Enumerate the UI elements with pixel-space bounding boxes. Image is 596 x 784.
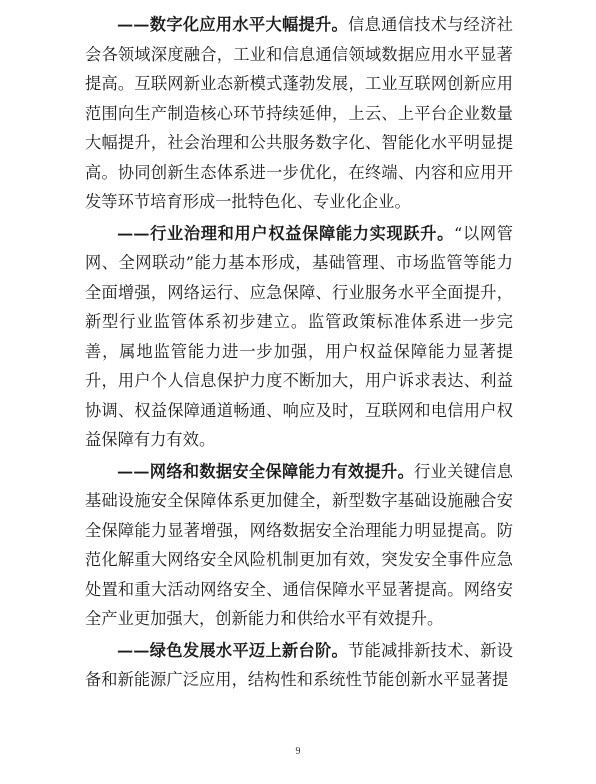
paragraph-heading: ——网络和数据安全保障能力有效提升。: [117, 461, 415, 481]
paragraph-digital-application: [85, 10, 513, 217]
paragraph-green-development: [85, 636, 513, 695]
paragraph-text: “以网管网、全网联动”能力基本形成，基础管理、市场监管等能力全面增强，网络运行、应急保障、行业服务水平全面提升，新型行业监管体系初步建立。监管政策标准体系进一步完善，属地监管能力进一步加强，用户权益保障能力显著提升，用户个人信息保护力度不断加大，用户诉求表达、利益协调、权益保障通道畅通、响应及时，互联网和电信用户权益保障有力有效。: [85, 223, 513, 449]
page-number: 9: [295, 746, 301, 757]
paragraph-heading: ——绿色发展水平迈上新台阶。: [117, 640, 349, 660]
paragraph-industry-governance: [85, 219, 513, 455]
paragraph-text: 节能减排新技术、新设备和新能源广泛应用，结构性和系统性节能创新水平显著提: [85, 640, 514, 689]
paragraph-heading: ——数字化应用水平大幅提升。: [117, 15, 349, 34]
paragraph-heading: ——行业治理和用户权益保障能力实现跃升。: [117, 223, 454, 243]
paragraph-network-data-security: [85, 457, 513, 634]
paragraph-text: 信息通信技术与经济社会各领域深度融合，工业和信息通信领域数据应用水平显著提高。互联网新业态新模式蓬勃发展，工业互联网创新应用范围向生产制造核心环节持续延伸，上云、上平台企业数量大幅提升，社会治理和公共服务数字化、智能化水平明显提高。协同创新生态体系进一步优化，在终端、内容和应用开发等环节培育形成一批特色化、专业化企业。: [85, 15, 514, 211]
document-body: [85, 10, 513, 695]
paragraph-text: 行业关键信息基础设施安全保障体系更加健全，新型数字基础设施融合安全保障能力显著增强，网络数据安全治理能力明显提高。防范化解重大网络安全风险机制更加有效，突发安全事件应急处置和重大活动网络安全、通信保障水平显著提高。网络安全产业更加强大，创新能力和供给水平有效提升。: [85, 461, 513, 628]
